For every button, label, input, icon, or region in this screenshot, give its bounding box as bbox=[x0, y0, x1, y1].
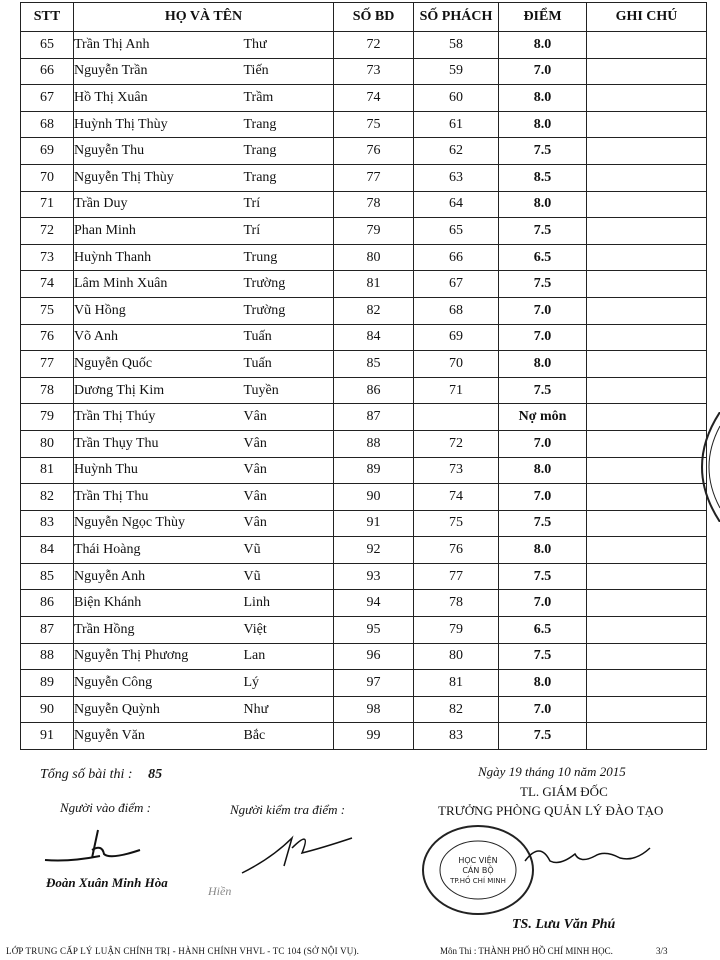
table-row bbox=[21, 590, 707, 617]
cell-diem: 7.5 bbox=[499, 563, 587, 590]
cell-ten: Trung bbox=[244, 244, 334, 271]
cell-phach: 61 bbox=[414, 111, 499, 138]
cell-sbd: 85 bbox=[334, 351, 414, 378]
cell-phach: 68 bbox=[414, 297, 499, 324]
header-diem: ĐIỂM bbox=[499, 3, 587, 32]
enterer-name: Đoàn Xuân Minh Hòa bbox=[46, 875, 168, 890]
cell-phach: 72 bbox=[414, 430, 499, 457]
cell-ten: Việt bbox=[244, 617, 334, 644]
cell-ho: Nguyễn Văn bbox=[74, 723, 244, 750]
cell-sbd: 77 bbox=[334, 164, 414, 191]
cell-ghichu bbox=[587, 32, 707, 59]
cell-ho: Nguyễn Công bbox=[74, 670, 244, 697]
director-signature bbox=[520, 836, 660, 876]
cell-sbd: 92 bbox=[334, 537, 414, 564]
cell-ghichu bbox=[587, 696, 707, 723]
cell-phach: 59 bbox=[414, 58, 499, 85]
svg-text:TP.HỒ CHÍ MINH: TP.HỒ CHÍ MINH bbox=[450, 877, 506, 885]
edge-stamp bbox=[684, 412, 720, 522]
cell-diem: 7.0 bbox=[499, 430, 587, 457]
cell-ho: Huỳnh Thu bbox=[74, 457, 244, 484]
cell-diem: 7.0 bbox=[499, 58, 587, 85]
cell-ghichu bbox=[587, 643, 707, 670]
cell-diem: 7.0 bbox=[499, 590, 587, 617]
cell-ho: Biện Khánh bbox=[74, 590, 244, 617]
svg-text:HỌC VIỆN: HỌC VIỆN bbox=[458, 856, 498, 865]
cell-ghichu bbox=[587, 563, 707, 590]
cell-phach: 81 bbox=[414, 670, 499, 697]
cell-ho: Nguyễn Ngọc Thùy bbox=[74, 510, 244, 537]
cell-stt: 90 bbox=[21, 696, 74, 723]
cell-ho: Nguyễn Quỳnh bbox=[74, 696, 244, 723]
cell-stt: 72 bbox=[21, 218, 74, 245]
cell-stt: 77 bbox=[21, 351, 74, 378]
cell-stt: 87 bbox=[21, 617, 74, 644]
cell-ghichu bbox=[587, 297, 707, 324]
cell-ten: Trường bbox=[244, 271, 334, 298]
table-header-row bbox=[21, 3, 707, 32]
cell-ten: Vân bbox=[244, 510, 334, 537]
cell-ghichu bbox=[587, 537, 707, 564]
cell-diem: 7.5 bbox=[499, 723, 587, 750]
footer-subject: Môn Thi : THÀNH PHỐ HỒ CHÍ MINH HỌC. bbox=[440, 946, 613, 956]
table-row bbox=[21, 377, 707, 404]
cell-phach: 64 bbox=[414, 191, 499, 218]
cell-stt: 65 bbox=[21, 32, 74, 59]
cell-sbd: 78 bbox=[334, 191, 414, 218]
cell-phach: 77 bbox=[414, 563, 499, 590]
checker-name: Hiền bbox=[208, 884, 232, 898]
cell-ho: Nguyễn Trần bbox=[74, 58, 244, 85]
cell-stt: 81 bbox=[21, 457, 74, 484]
cell-sbd: 96 bbox=[334, 643, 414, 670]
cell-stt: 74 bbox=[21, 271, 74, 298]
cell-ho: Võ Anh bbox=[74, 324, 244, 351]
cell-ho: Trần Thị Anh bbox=[74, 32, 244, 59]
cell-diem: 8.0 bbox=[499, 457, 587, 484]
cell-ten: Thư bbox=[244, 32, 334, 59]
cell-stt: 91 bbox=[21, 723, 74, 750]
cell-phach bbox=[414, 404, 499, 431]
cell-sbd: 72 bbox=[334, 32, 414, 59]
cell-diem: 7.0 bbox=[499, 324, 587, 351]
cell-diem: 8.0 bbox=[499, 670, 587, 697]
cell-ten: Bắc bbox=[244, 723, 334, 750]
cell-stt: 83 bbox=[21, 510, 74, 537]
enterer-role: Người vào điểm : bbox=[60, 800, 151, 815]
cell-phach: 63 bbox=[414, 164, 499, 191]
cell-stt: 80 bbox=[21, 430, 74, 457]
cell-phach: 65 bbox=[414, 218, 499, 245]
cell-ten: Tuyền bbox=[244, 377, 334, 404]
cell-stt: 86 bbox=[21, 590, 74, 617]
cell-stt: 67 bbox=[21, 85, 74, 112]
table-body bbox=[21, 32, 707, 750]
cell-phach: 80 bbox=[414, 643, 499, 670]
cell-sbd: 76 bbox=[334, 138, 414, 165]
header-sbd: SỐ BD bbox=[334, 3, 414, 32]
cell-ghichu bbox=[587, 111, 707, 138]
cell-stt: 82 bbox=[21, 484, 74, 511]
cell-ghichu bbox=[587, 590, 707, 617]
cell-ghichu bbox=[587, 377, 707, 404]
cell-sbd: 93 bbox=[334, 563, 414, 590]
cell-diem: 8.0 bbox=[499, 351, 587, 378]
total-summary bbox=[40, 767, 162, 783]
header-stt: STT bbox=[21, 3, 74, 32]
cell-ghichu bbox=[587, 191, 707, 218]
cell-sbd: 79 bbox=[334, 218, 414, 245]
director-name: TS. Lưu Văn Phú bbox=[512, 917, 616, 932]
grade-table bbox=[20, 2, 707, 750]
cell-sbd: 73 bbox=[334, 58, 414, 85]
cell-diem: 8.0 bbox=[499, 111, 587, 138]
cell-ghichu bbox=[587, 138, 707, 165]
cell-ho: Trần Duy bbox=[74, 191, 244, 218]
cell-ten: Tuấn bbox=[244, 351, 334, 378]
cell-ho: Nguyễn Thị Thùy bbox=[74, 164, 244, 191]
cell-stt: 85 bbox=[21, 563, 74, 590]
cell-phach: 62 bbox=[414, 138, 499, 165]
table-row bbox=[21, 563, 707, 590]
cell-ten: Trang bbox=[244, 164, 334, 191]
cell-stt: 69 bbox=[21, 138, 74, 165]
cell-ghichu bbox=[587, 617, 707, 644]
cell-ten: Trí bbox=[244, 218, 334, 245]
cell-ten: Vân bbox=[244, 457, 334, 484]
cell-phach: 70 bbox=[414, 351, 499, 378]
cell-phach: 67 bbox=[414, 271, 499, 298]
cell-ghichu bbox=[587, 324, 707, 351]
cell-ho: Thái Hoàng bbox=[74, 537, 244, 564]
cell-ten: Trường bbox=[244, 297, 334, 324]
checker-signature bbox=[232, 818, 372, 878]
cell-sbd: 99 bbox=[334, 723, 414, 750]
cell-sbd: 80 bbox=[334, 244, 414, 271]
cell-ho: Huỳnh Thanh bbox=[74, 244, 244, 271]
table-row bbox=[21, 191, 707, 218]
table-row bbox=[21, 85, 707, 112]
cell-stt: 84 bbox=[21, 537, 74, 564]
cell-phach: 58 bbox=[414, 32, 499, 59]
table-row bbox=[21, 218, 707, 245]
footer-page-number: 3/3 bbox=[656, 946, 668, 956]
cell-phach: 83 bbox=[414, 723, 499, 750]
department-title: TRƯỞNG PHÒNG QUẢN LÝ ĐÀO TẠO bbox=[438, 803, 664, 818]
cell-stt: 66 bbox=[21, 58, 74, 85]
table-row bbox=[21, 164, 707, 191]
header-phach: SỐ PHÁCH bbox=[414, 3, 499, 32]
cell-stt: 88 bbox=[21, 643, 74, 670]
cell-ten: Vân bbox=[244, 484, 334, 511]
cell-diem: 7.5 bbox=[499, 138, 587, 165]
cell-diem: 8.5 bbox=[499, 164, 587, 191]
cell-sbd: 84 bbox=[334, 324, 414, 351]
cell-sbd: 88 bbox=[334, 430, 414, 457]
cell-diem: 8.0 bbox=[499, 191, 587, 218]
cell-ho: Hồ Thị Xuân bbox=[74, 85, 244, 112]
cell-ho: Vũ Hồng bbox=[74, 297, 244, 324]
table-row bbox=[21, 404, 707, 431]
table-row bbox=[21, 324, 707, 351]
cell-ten: Vân bbox=[244, 404, 334, 431]
cell-phach: 78 bbox=[414, 590, 499, 617]
cell-phach: 60 bbox=[414, 85, 499, 112]
cell-sbd: 95 bbox=[334, 617, 414, 644]
cell-stt: 73 bbox=[21, 244, 74, 271]
cell-ten: Lý bbox=[244, 670, 334, 697]
cell-ten: Trang bbox=[244, 111, 334, 138]
cell-sbd: 94 bbox=[334, 590, 414, 617]
cell-sbd: 82 bbox=[334, 297, 414, 324]
cell-ho: Nguyễn Quốc bbox=[74, 351, 244, 378]
cell-phach: 71 bbox=[414, 377, 499, 404]
cell-stt: 71 bbox=[21, 191, 74, 218]
cell-sbd: 87 bbox=[334, 404, 414, 431]
table-row bbox=[21, 111, 707, 138]
cell-sbd: 91 bbox=[334, 510, 414, 537]
cell-stt: 79 bbox=[21, 404, 74, 431]
cell-ho: Trần Hồng bbox=[74, 617, 244, 644]
table-row bbox=[21, 430, 707, 457]
cell-ho: Nguyễn Thị Phương bbox=[74, 643, 244, 670]
cell-diem: 7.0 bbox=[499, 484, 587, 511]
cell-ghichu bbox=[587, 85, 707, 112]
cell-sbd: 81 bbox=[334, 271, 414, 298]
table-row bbox=[21, 138, 707, 165]
cell-ten: Trí bbox=[244, 191, 334, 218]
table-row bbox=[21, 510, 707, 537]
svg-text:CÁN BỘ: CÁN BỘ bbox=[462, 866, 494, 875]
footer-class-info: LỚP TRUNG CẤP LÝ LUẬN CHÍNH TRỊ - HÀNH CHÍNH VHVL - TC 104 (SỞ NỘI VỤ). bbox=[6, 946, 360, 956]
cell-ghichu bbox=[587, 164, 707, 191]
cell-sbd: 75 bbox=[334, 111, 414, 138]
table-row bbox=[21, 351, 707, 378]
cell-diem: 6.5 bbox=[499, 617, 587, 644]
cell-phach: 76 bbox=[414, 537, 499, 564]
cell-ghichu bbox=[587, 218, 707, 245]
cell-diem: 7.5 bbox=[499, 218, 587, 245]
header-name: HỌ VÀ TÊN bbox=[74, 3, 334, 32]
table-row bbox=[21, 244, 707, 271]
cell-sbd: 86 bbox=[334, 377, 414, 404]
table-row bbox=[21, 271, 707, 298]
checker-role: Người kiểm tra điểm : bbox=[230, 802, 346, 817]
total-value: 85 bbox=[148, 767, 163, 782]
cell-diem: 7.0 bbox=[499, 696, 587, 723]
cell-sbd: 90 bbox=[334, 484, 414, 511]
cell-phach: 69 bbox=[414, 324, 499, 351]
director-title: TL. GIÁM ĐỐC bbox=[520, 784, 608, 799]
table-row bbox=[21, 723, 707, 750]
cell-ghichu bbox=[587, 244, 707, 271]
cell-diem: 6.5 bbox=[499, 244, 587, 271]
enterer-signature bbox=[40, 820, 150, 870]
cell-diem: Nợ môn bbox=[499, 404, 587, 431]
cell-ten: Trầm bbox=[244, 85, 334, 112]
cell-phach: 66 bbox=[414, 244, 499, 271]
cell-ho: Huỳnh Thị Thùy bbox=[74, 111, 244, 138]
cell-diem: 8.0 bbox=[499, 32, 587, 59]
cell-ghichu bbox=[587, 723, 707, 750]
cell-phach: 82 bbox=[414, 696, 499, 723]
cell-diem: 7.5 bbox=[499, 643, 587, 670]
cell-phach: 74 bbox=[414, 484, 499, 511]
cell-phach: 73 bbox=[414, 457, 499, 484]
cell-diem: 8.0 bbox=[499, 85, 587, 112]
cell-stt: 68 bbox=[21, 111, 74, 138]
cell-stt: 76 bbox=[21, 324, 74, 351]
cell-diem: 7.0 bbox=[499, 297, 587, 324]
cell-ho: Trần Thị Thúy bbox=[74, 404, 244, 431]
cell-ghichu bbox=[587, 351, 707, 378]
cell-phach: 79 bbox=[414, 617, 499, 644]
cell-ho: Trần Thụy Thu bbox=[74, 430, 244, 457]
cell-ten: Tiến bbox=[244, 58, 334, 85]
cell-ten: Trang bbox=[244, 138, 334, 165]
cell-stt: 89 bbox=[21, 670, 74, 697]
cell-ten: Như bbox=[244, 696, 334, 723]
table-row bbox=[21, 58, 707, 85]
table-row bbox=[21, 297, 707, 324]
cell-sbd: 97 bbox=[334, 670, 414, 697]
cell-phach: 75 bbox=[414, 510, 499, 537]
cell-stt: 78 bbox=[21, 377, 74, 404]
cell-diem: 8.0 bbox=[499, 537, 587, 564]
cell-stt: 75 bbox=[21, 297, 74, 324]
cell-ghichu bbox=[587, 58, 707, 85]
table-row bbox=[21, 484, 707, 511]
cell-stt: 70 bbox=[21, 164, 74, 191]
cell-sbd: 74 bbox=[334, 85, 414, 112]
cell-ten: Tuấn bbox=[244, 324, 334, 351]
table-row bbox=[21, 32, 707, 59]
cell-ho: Trần Thị Thu bbox=[74, 484, 244, 511]
table-row bbox=[21, 670, 707, 697]
cell-ten: Linh bbox=[244, 590, 334, 617]
cell-ho: Dương Thị Kim bbox=[74, 377, 244, 404]
cell-ten: Vũ bbox=[244, 563, 334, 590]
table-row bbox=[21, 643, 707, 670]
cell-sbd: 98 bbox=[334, 696, 414, 723]
header-ghichu: GHI CHÚ bbox=[587, 3, 707, 32]
cell-sbd: 89 bbox=[334, 457, 414, 484]
cell-diem: 7.5 bbox=[499, 271, 587, 298]
table-row bbox=[21, 696, 707, 723]
cell-ho: Lâm Minh Xuân bbox=[74, 271, 244, 298]
cell-ho: Nguyễn Anh bbox=[74, 563, 244, 590]
cell-ten: Lan bbox=[244, 643, 334, 670]
cell-ho: Phan Minh bbox=[74, 218, 244, 245]
sign-date: Ngày 19 tháng 10 năm 2015 bbox=[478, 764, 626, 779]
cell-diem: 7.5 bbox=[499, 377, 587, 404]
cell-ghichu bbox=[587, 271, 707, 298]
table-row bbox=[21, 457, 707, 484]
cell-ten: Vũ bbox=[244, 537, 334, 564]
cell-diem: 7.5 bbox=[499, 510, 587, 537]
total-label: Tổng số bài thi : bbox=[40, 767, 133, 782]
table-row bbox=[21, 617, 707, 644]
cell-ten: Vân bbox=[244, 430, 334, 457]
cell-ho: Nguyễn Thu bbox=[74, 138, 244, 165]
cell-ghichu bbox=[587, 670, 707, 697]
table-row bbox=[21, 537, 707, 564]
